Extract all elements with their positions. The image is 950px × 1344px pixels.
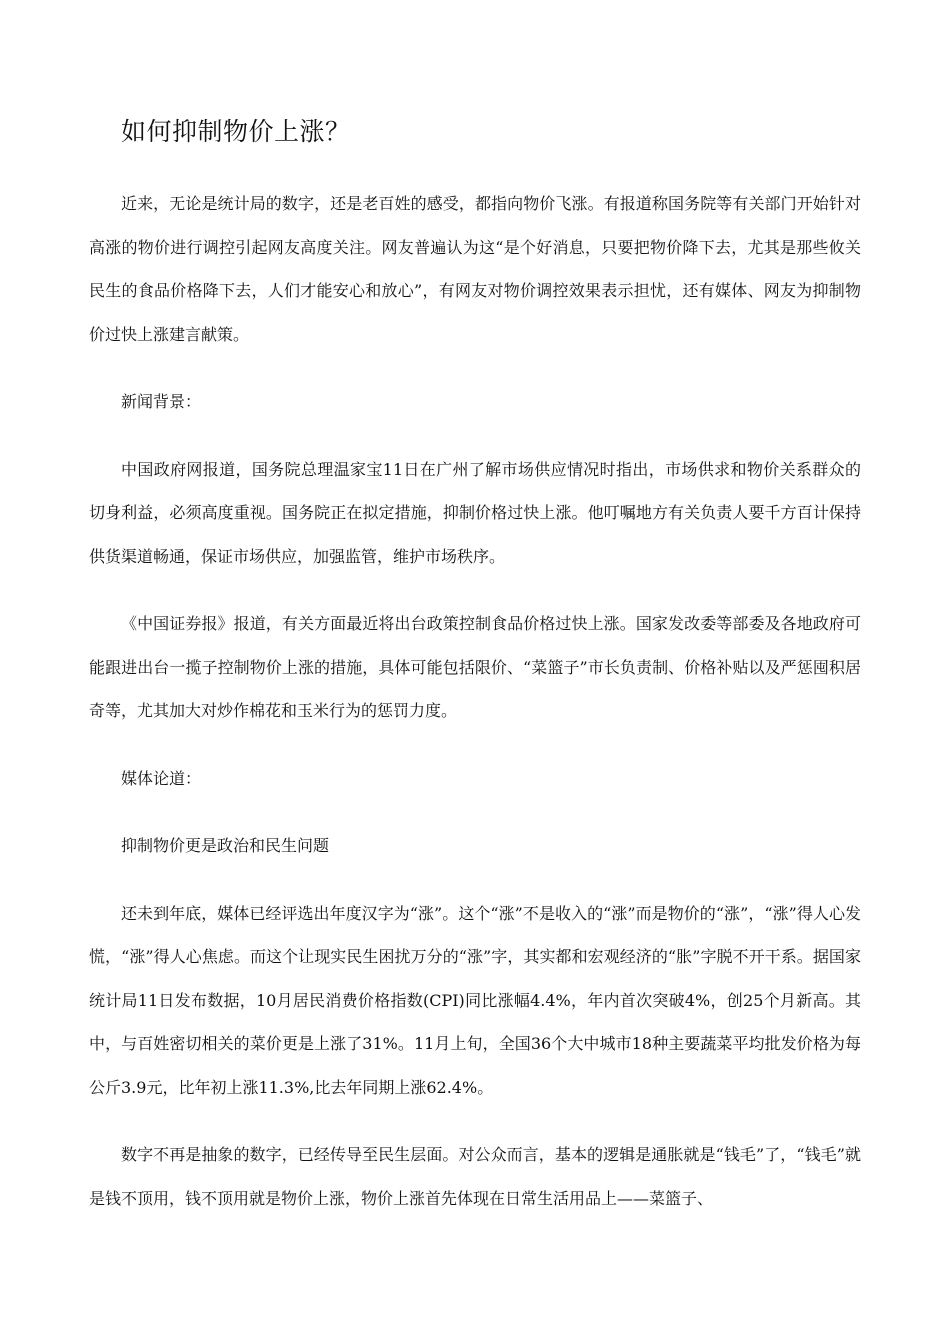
paragraph-securities-report: 《中国证券报》报道，有关方面最近将出台政策控制食品价格过快上涨。国家发改委等部委及各地政府可能跟进出台一揽子控制物价上涨的措施，具体可能包括限价、“菜篮子”市长负责制、价格补贴以及严惩囤积居奇等，尤其加大对炒作棉花和玉米行为的惩罚力度。 (89, 614, 861, 720)
paragraph-intro: 近来，无论是统计局的数字，还是老百姓的感受，都指向物价飞涨。有报道称国务院等有关部门开始针对高涨的物价进行调控引起网友高度关注。网友普遍认为这“是个好消息，只要把物价降下去，尤其是那些攸关民生的食品价格降下去，人们才能安心和放心”，有网友对物价调控效果表示担忧，还有媒体、网友为抑制物价过快上涨建言献策。 (89, 194, 861, 344)
paragraph-rise-character: 还未到年底，媒体已经评选出年度汉字为“涨”。这个“涨”不是收入的“涨”而是物价的“涨”，“涨”得人心发慌，“涨”得人心焦虑。而这个让现实民生困扰万分的“涨”字，其实都和宏观经济的“胀”字脱不开干系。据国家统计局11日发布数据，10月居民消费价格指数(CPI)同比涨幅4.4%，年内首次突破4%，创25个月新高。其中，与百姓密切相关的菜价更是上涨了31%。11月上旬，全国36个大中城市18种主要蔬菜平均批发价格为每公斤3.9元，比年初上涨11.3%,比去年同期上涨62.4%。 (89, 903, 861, 1097)
section-heading-news-background: 新闻背景： (121, 392, 202, 411)
paragraph-numbers: 数字不再是抽象的数字，已经传导至民生层面。对公众而言，基本的逻辑是通胀就是“钱毛”了，“钱毛”就是钱不顶用，钱不顶用就是物价上涨，物价上涨首先体现在日常生活用品上——菜篮子、 (89, 1145, 861, 1208)
document-body (89, 182, 861, 1220)
subheading-politics-livelihood: 抑制物价更是政治和民生问题 (121, 836, 330, 855)
paragraph-gov-report: 中国政府网报道，国务院总理温家宝11日在广州了解市场供应情况时指出，市场供求和物价关系群众的切身利益，必须高度重视。国务院正在拟定措施，抑制价格过快上涨。他叮嘱地方有关负责人要千方百计保持供货渠道畅通，保证市场供应，加强监管，维护市场秩序。 (89, 459, 861, 566)
document-title: 如何抑制物价上涨？ (121, 117, 351, 146)
section-heading-media-views: 媒体论道： (121, 768, 202, 788)
